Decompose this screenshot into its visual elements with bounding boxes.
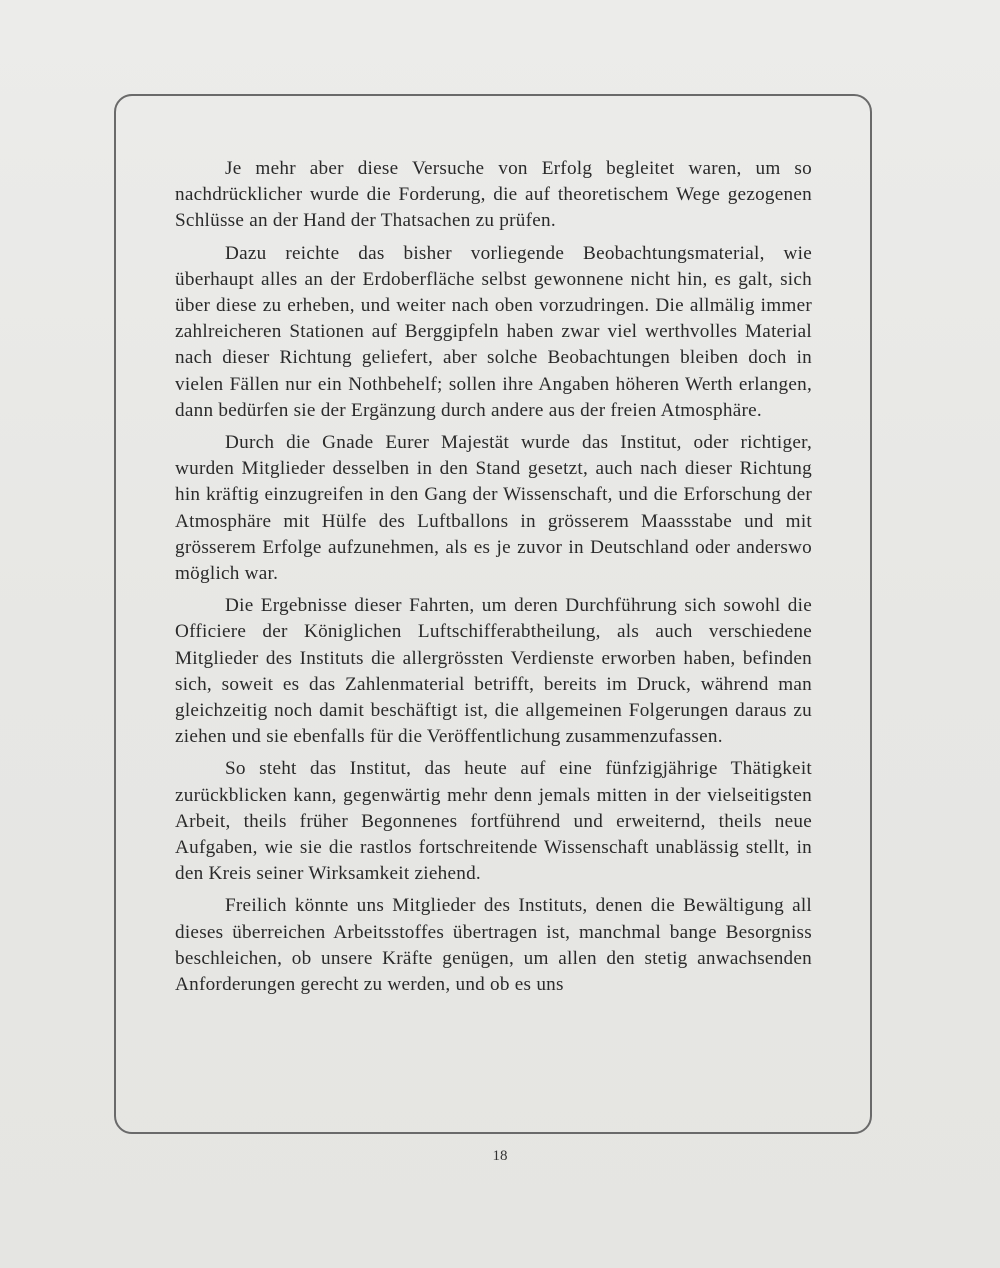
paragraph-5: So steht das Institut, das heute auf eine fünfzigjährige Thätigkeit zurückblicken kann, gegenwärtig mehr denn jemals mitten in der vielseitigsten Arbeit, theils früher Begonnenes fortführend und erweiternd, theils neue Aufgaben, wie sie die rastlos fortschreitende Wissenschaft unablässig stellt, in den Kreis seiner Wirksamkeit ziehend.	[175, 758, 812, 885]
body-text	[175, 156, 812, 1004]
paragraph-1: Je mehr aber diese Versuche von Erfolg begleitet waren, um so nachdrücklicher wurde die Forderung, die auf theoretischem Wege gezogenen Schlüsse an der Hand der Thatsachen zu prüfen.	[175, 158, 812, 232]
page-number: 18	[492, 1148, 508, 1164]
paragraph-4: Die Ergebnisse dieser Fahrten, um deren Durchführung sich sowohl die Officiere der Königlichen Luftschifferabtheilung, als auch verschiedene Mitglieder des Instituts die allergrössten Verdienste erworben haben, befinden sich, soweit es das Zahlenmaterial betrifft, bereits im Druck, während man gleichzeitig noch damit beschäftigt ist, die allgemeinen Folgerungen daraus zu ziehen und sie ebenfalls für die Veröffentlichung zusammenzufassen.	[175, 595, 812, 748]
paragraph-2: Dazu reichte das bisher vorliegende Beobachtungsmaterial, wie überhaupt alles an der Erdoberfläche selbst gewonnene nicht hin, es galt, sich über diese zu erheben, und weiter nach oben vorzudringen. Die allmälig immer zahlreicheren Stationen auf Berggipfeln haben zwar viel werthvolles Material nach dieser Richtung geliefert, aber solche Beobachtungen bleiben doch in vielen Fällen nur ein Nothbehelf; sollen ihre Angaben höheren Werth erlangen, dann bedürfen sie der Ergänzung durch andere aus der freien Atmosphäre.	[175, 242, 812, 421]
paragraph-3: Durch die Gnade Eurer Majestät wurde das Institut, oder richtiger, wurden Mitglieder desselben in den Stand gesetzt, auch nach dieser Richtung hin kräftig einzugreifen in den Gang der Wissenschaft, und die Erforschung der Atmosphäre mit Hülfe des Luftballons in grösserem Maassstabe und mit grösserem Erfolge aufzunehmen, als es je zuvor in Deutschland oder anderswo möglich war.	[175, 432, 812, 585]
paragraph-6: Freilich könnte uns Mitglieder des Instituts, denen die Bewältigung all dieses überreichen Arbeitsstoffes übertragen ist, manchmal bange Besorgniss beschleichen, ob unsere Kräfte genügen, um allen den stetig anwachsenden Anforderungen gerecht zu werden, und ob es uns	[175, 895, 812, 996]
